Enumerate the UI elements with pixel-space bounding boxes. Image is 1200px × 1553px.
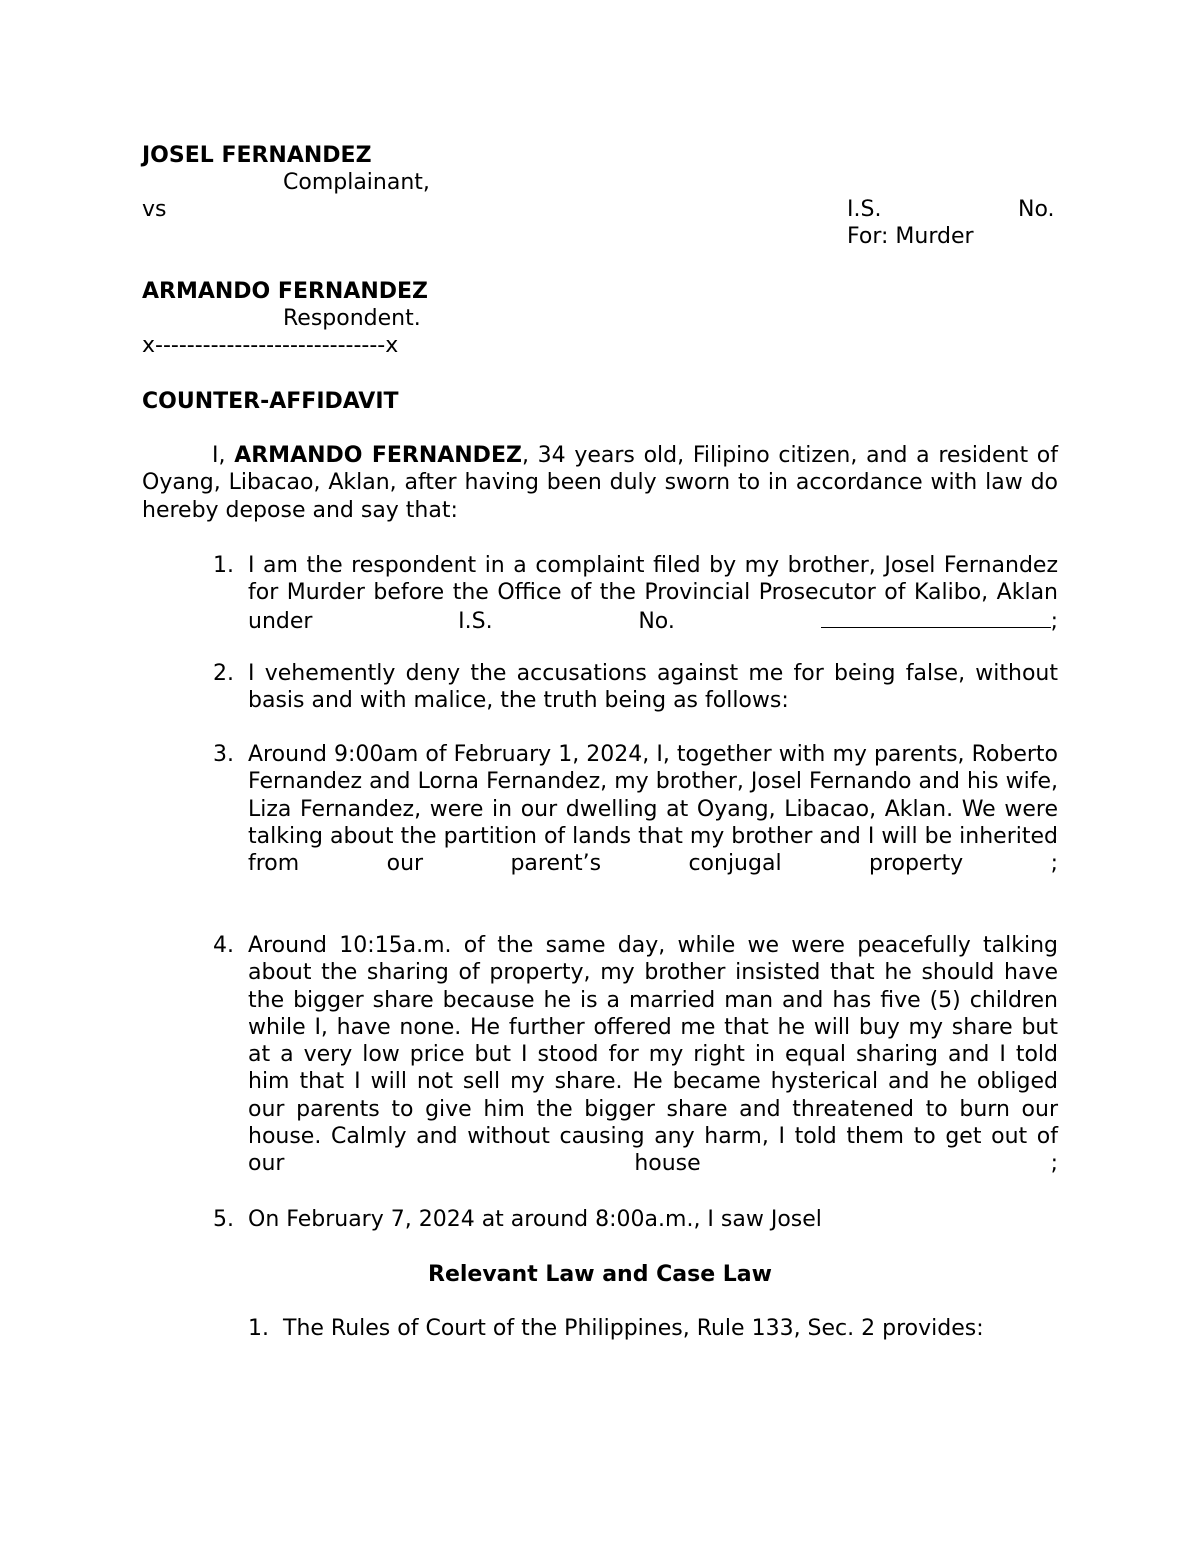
item-3-number: 3. <box>213 742 234 767</box>
intro-paragraph <box>142 442 1058 524</box>
item-4-end: ; <box>1050 1151 1058 1177</box>
law-item-1-number: 1. <box>248 1316 269 1341</box>
document-title: COUNTER-AFFIDAVIT <box>142 389 399 414</box>
law-heading: Relevant Law and Case Law <box>428 1262 772 1287</box>
item-5-number: 5. <box>213 1207 234 1232</box>
item-3-text: Around 9:00am of February 1, 2024, I, together with my parents, Roberto Fernandez and Lorna Fernandez, my brother, Josel Fernando and his wife, Liza Fernandez, were in our dwelling at Oyang, Libacao, Aklan. We were talking about the partition of lands that my brother and I will be inherited from our parent’s conjugal property <box>248 742 1058 877</box>
item-3-end: ; <box>1050 851 1058 877</box>
item-1 <box>248 552 1058 635</box>
intro-prefix: I, <box>212 443 235 468</box>
intro-rest: , 34 years old, Filipino citizen, and a resident of Oyang, Libacao, Aklan, after having been duly sworn to in accordance with law do hereby depose and say that: <box>142 443 1059 523</box>
is-label: I.S. <box>847 197 882 222</box>
for-label: For: Murder <box>847 224 974 249</box>
is-number-blank-line <box>821 607 1051 628</box>
complainant-role: Complainant, <box>283 170 430 195</box>
law-item-1-text: The Rules of Court of the Philippines, Rule 133, Sec. 2 provides: <box>283 1316 984 1341</box>
item-1-number: 1. <box>213 553 234 578</box>
item-4 <box>248 932 1058 1178</box>
caption-separator: x-----------------------------x <box>142 333 399 358</box>
item-4-text: Around 10:15a.m. of the same day, while we were peacefully talking about the sharing of property, my brother insisted that he should have the bigger share because he is a married man and has five (5) children while I, have none. He further offered me that he will buy my share but at a very low price but I stood for my right in equal sharing and I told him that I will not sell my share. He became hysterical and he obliged our parents to give him the bigger share and threatened to burn our house. Calmly and without causing any harm, I told them to get out of our house <box>248 933 1058 1177</box>
respondent-role: Respondent. <box>283 306 421 331</box>
item-5-text: On February 7, 2024 at around 8:00a.m., I saw Josel <box>248 1207 822 1232</box>
item-2-number: 2. <box>213 661 234 686</box>
intro-name: ARMANDO FERNANDEZ <box>234 443 522 468</box>
item-3 <box>248 741 1058 877</box>
item-1-end: ; <box>1050 608 1058 634</box>
item-4-number: 4. <box>213 933 234 958</box>
respondent-name: ARMANDO FERNANDEZ <box>142 279 429 304</box>
item-2-text: I vehemently deny the accusations against me for being false, without basis and with malice, the truth being as follows: <box>248 661 1058 714</box>
complainant-name: JOSEL FERNANDEZ <box>142 143 372 168</box>
item-1-text: I am the respondent in a complaint filed by my brother, Josel Fernandez for Murder before the Office of the Provincial Prosecutor of Kalibo, Aklan under I.S. No. <box>248 553 1058 634</box>
no-label: No. <box>1018 197 1055 222</box>
vs-label: vs <box>142 197 167 222</box>
